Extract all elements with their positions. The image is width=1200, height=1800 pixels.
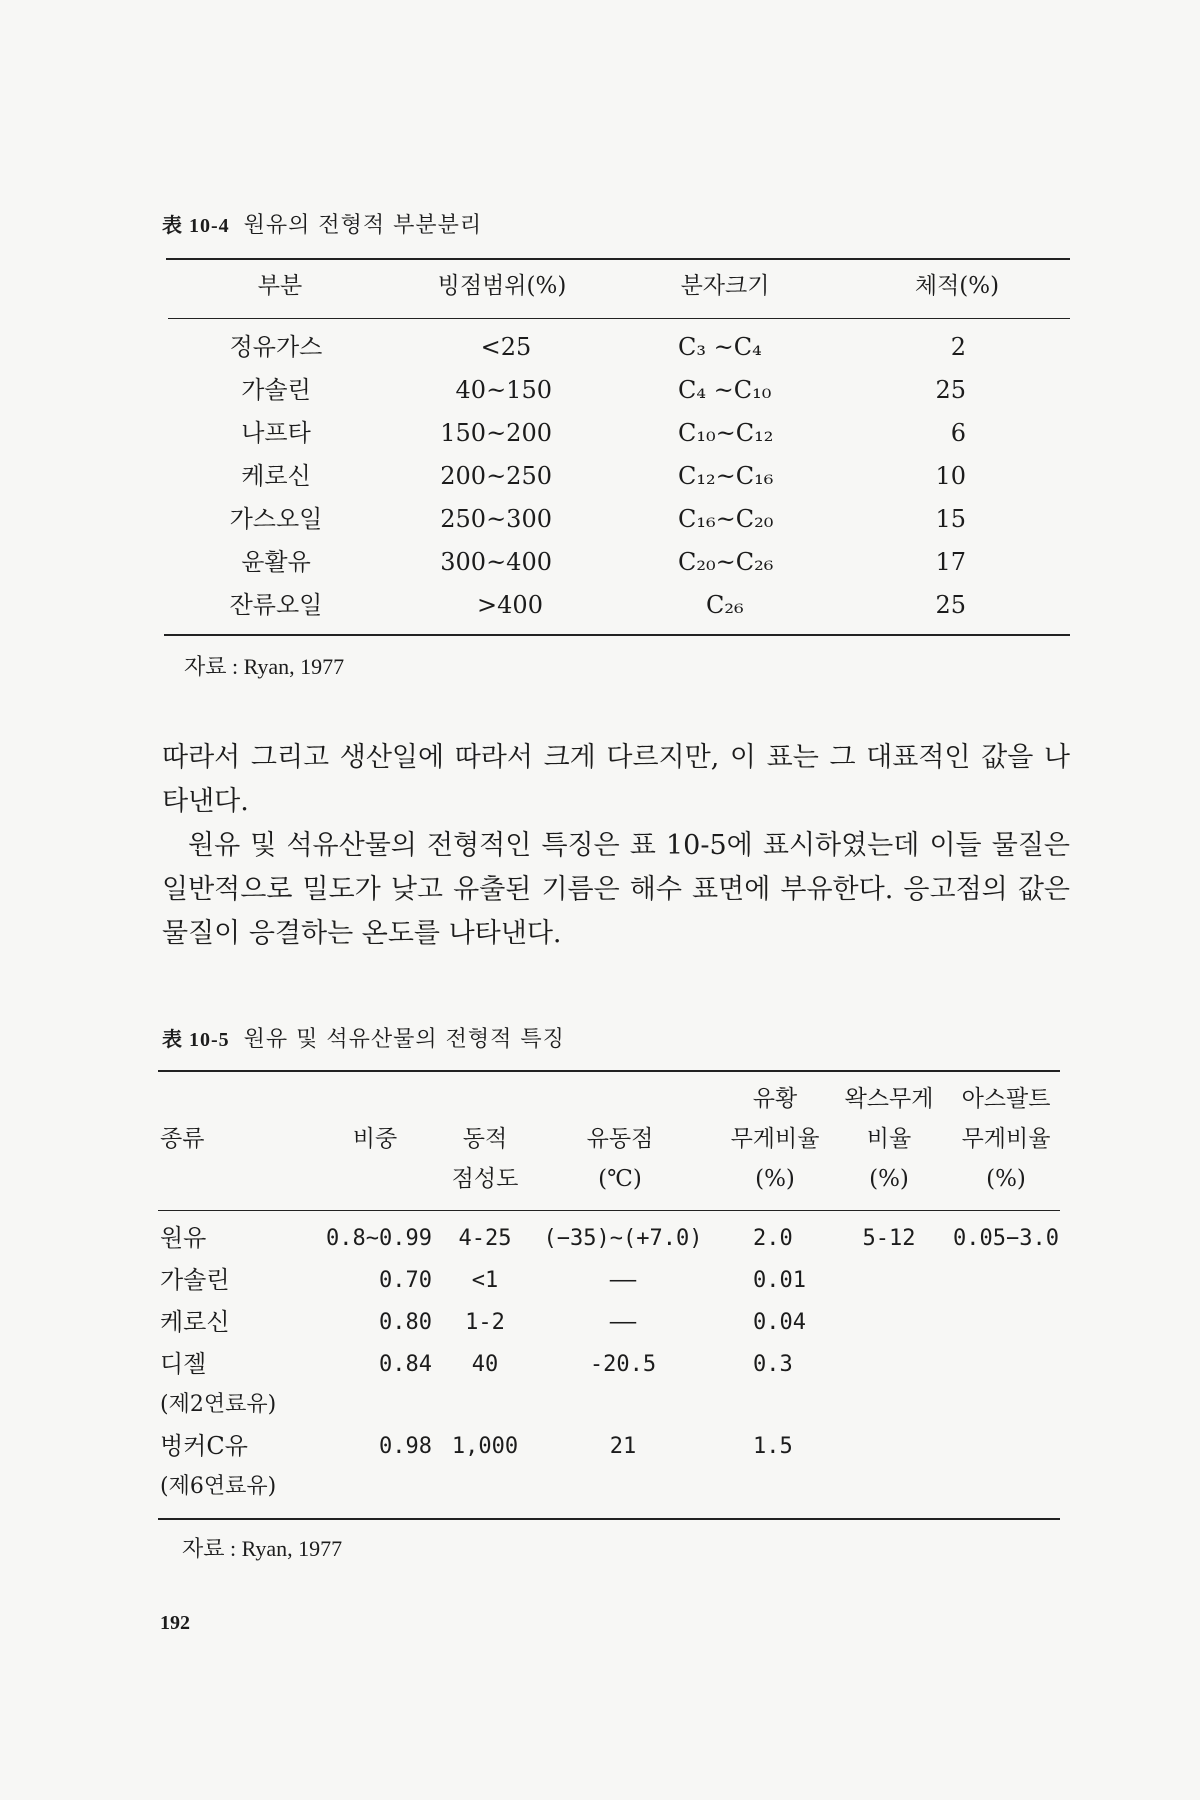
table1-row-range: 300~400 bbox=[440, 548, 552, 576]
table2-row-gravity: 0.8~0.99 bbox=[326, 1226, 432, 1251]
table1-header-fraction: 부분 bbox=[257, 273, 303, 299]
table2-row-pour-point: -20.5 bbox=[589, 1352, 657, 1377]
table1-row-range: 150~200 bbox=[440, 419, 552, 447]
table2-row-type: 원유 bbox=[160, 1224, 207, 1252]
table2-row-gravity: 0.80 bbox=[379, 1310, 432, 1335]
table1-row-molecule: C₁₆~C₂₀ bbox=[678, 505, 774, 533]
table2-row-type: 벙커C유 bbox=[160, 1432, 248, 1460]
body-text bbox=[162, 736, 1070, 956]
table2-row-sulfur: 1.5 bbox=[753, 1434, 793, 1459]
table2-row-asphalt: 0.05−3.0 bbox=[953, 1226, 1059, 1251]
table1-row-volume: 25 bbox=[935, 591, 966, 619]
table2-row-viscosity: 1,000 bbox=[451, 1434, 519, 1459]
table2-row-wax: 5-12 bbox=[862, 1226, 916, 1251]
table2-row-type-note: (제2연료유) bbox=[160, 1392, 277, 1417]
table1-row-range: 200~250 bbox=[440, 462, 552, 490]
table1-row-molecule: C₁₀~C₁₂ bbox=[678, 419, 774, 447]
table1-row-fraction: 윤활유 bbox=[241, 548, 311, 576]
table1-row-fraction: 잔류오일 bbox=[229, 591, 323, 619]
table1-row-fraction: 나프타 bbox=[241, 419, 311, 447]
table2-row-sulfur: 0.3 bbox=[753, 1352, 793, 1377]
table1-row-range: >400 bbox=[477, 591, 543, 619]
table2-header-sulfur: 무게비율 bbox=[730, 1126, 820, 1152]
table2-row-type-note: (제6연료유) bbox=[160, 1474, 277, 1499]
table1-row-molecule: C₂₆ bbox=[706, 591, 744, 619]
table1-title: 원유의 전형적 부분분리 bbox=[243, 213, 483, 238]
table2-header-asphalt: (%) bbox=[986, 1166, 1026, 1192]
table1-row-range: 40~150 bbox=[455, 376, 552, 404]
table2-header-sulfur: 유황 bbox=[752, 1086, 798, 1112]
table1-row-volume: 17 bbox=[935, 548, 966, 576]
table2-row-viscosity: 40 bbox=[471, 1352, 499, 1377]
table1-row-volume: 25 bbox=[935, 376, 966, 404]
table1-row-molecule: C₁₂~C₁₆ bbox=[678, 462, 774, 490]
table2-row-gravity: 0.84 bbox=[379, 1352, 432, 1377]
table2-top-rule bbox=[158, 1070, 1060, 1072]
table1-row-volume: 10 bbox=[935, 462, 966, 490]
table1-header-volume: 체적(%) bbox=[914, 273, 1000, 299]
table2-header-rule bbox=[158, 1210, 1060, 1211]
table2-header-pour-point: (℃) bbox=[598, 1166, 642, 1192]
table2-header-wax: 비율 bbox=[866, 1126, 912, 1152]
table2-row-viscosity: <1 bbox=[471, 1268, 499, 1293]
table1-row-fraction: 케로신 bbox=[241, 462, 311, 490]
table2-caption bbox=[162, 1022, 565, 1053]
table1-label: 表 10-4 bbox=[162, 215, 230, 237]
table2-row-viscosity: 1-2 bbox=[465, 1310, 505, 1335]
table1-header-range: 빙점범위(%) bbox=[437, 273, 567, 299]
table1-row-volume: 2 bbox=[950, 333, 966, 361]
table2-header-pour-point: 유동점 bbox=[586, 1126, 654, 1152]
table1-row-molecule: C₄ ~C₁₀ bbox=[678, 376, 772, 404]
table2-row-pour-point: —— bbox=[609, 1268, 637, 1293]
table2-header-viscosity: 동적 bbox=[462, 1126, 508, 1152]
table2-header-asphalt: 무게비율 bbox=[961, 1126, 1051, 1152]
table1-row-fraction: 가스오일 bbox=[229, 505, 323, 533]
table1-bottom-rule bbox=[164, 634, 1070, 636]
table2-header-gravity: 비중 bbox=[352, 1126, 398, 1152]
table1-caption bbox=[162, 208, 482, 239]
table2-row-sulfur: 2.0 bbox=[753, 1226, 793, 1251]
table1-row-volume: 15 bbox=[935, 505, 966, 533]
table2-row-pour-point: 21 bbox=[609, 1434, 637, 1459]
table2-bottom-rule bbox=[158, 1518, 1060, 1520]
table2-header-viscosity: 점성도 bbox=[451, 1166, 519, 1192]
table2-row-type: 디젤 bbox=[160, 1350, 207, 1378]
table1-source: 자료 : Ryan, 1977 bbox=[184, 654, 345, 679]
table2-header-wax: 왁스무게 bbox=[844, 1086, 934, 1112]
table1-row-range: <25 bbox=[480, 333, 532, 361]
table2-title: 원유 및 석유산물의 전형적 특징 bbox=[243, 1027, 565, 1052]
table1-row-molecule: C₃ ~C₄ bbox=[678, 333, 762, 361]
page-number: 192 bbox=[160, 1612, 190, 1634]
table2-row-type: 케로신 bbox=[160, 1308, 230, 1336]
table2-label: 表 10-5 bbox=[162, 1029, 230, 1051]
table1-top-rule bbox=[166, 258, 1070, 260]
table2-header-sulfur: (%) bbox=[755, 1166, 795, 1192]
table2-header-asphalt: 아스팔트 bbox=[961, 1086, 1051, 1112]
paragraph: 따라서 그리고 생산일에 따라서 크게 다르지만, 이 표는 그 대표적인 값을 나타낸다. bbox=[162, 742, 1070, 817]
table2-row-pour-point: —— bbox=[609, 1310, 637, 1335]
table1-row-fraction: 정유가스 bbox=[229, 333, 323, 361]
table1-row-range: 250~300 bbox=[440, 505, 552, 533]
table2-row-pour-point: (−35)~(+7.0) bbox=[543, 1226, 703, 1251]
table2-row-gravity: 0.98 bbox=[379, 1434, 432, 1459]
table2-header-type: 종류 bbox=[160, 1126, 205, 1152]
paragraph: 원유 및 석유산물의 전형적인 특징은 표 10-5에 표시하였는데 이들 물질은 일반적으로 밀도가 낮고 유출된 기름은 해수 표면에 부유한다. 응고점의 값은 물질이 응결하는 온도를 나타낸다. bbox=[162, 830, 1070, 949]
table1-row-fraction: 가솔린 bbox=[241, 376, 311, 404]
table2-source: 자료 : Ryan, 1977 bbox=[182, 1536, 343, 1561]
table1-header-rule bbox=[168, 318, 1070, 319]
table1-header-molecule: 분자크기 bbox=[680, 273, 770, 299]
table2-row-type: 가솔린 bbox=[160, 1266, 230, 1294]
table2-row-viscosity: 4-25 bbox=[458, 1226, 512, 1251]
table1-row-molecule: C₂₀~C₂₆ bbox=[678, 548, 774, 576]
table2-row-sulfur: 0.04 bbox=[753, 1310, 806, 1335]
table1-row-volume: 6 bbox=[950, 419, 966, 447]
table2-header-wax: (%) bbox=[869, 1166, 909, 1192]
table2-row-gravity: 0.70 bbox=[379, 1268, 432, 1293]
table2-row-sulfur: 0.01 bbox=[753, 1268, 806, 1293]
